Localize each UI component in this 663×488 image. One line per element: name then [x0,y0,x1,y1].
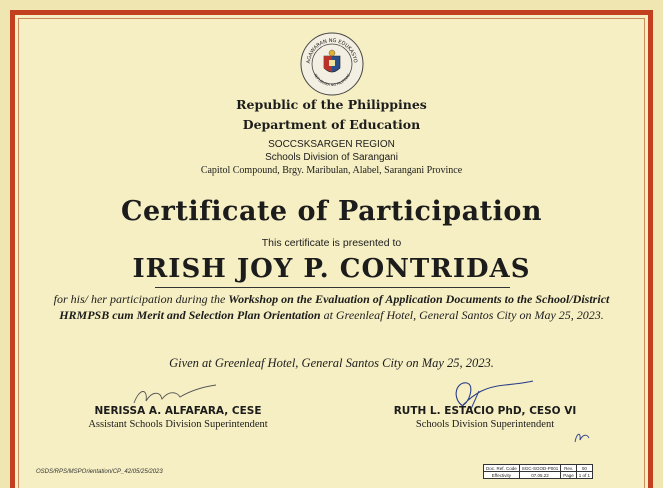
department-heading: Department of Education [242,117,421,132]
signatory-left [48,405,308,430]
recipient-underline [155,287,510,288]
initials-mark [573,428,591,444]
page-value: 1 of 1 [576,472,592,479]
document-control-table [483,464,593,479]
recipient-name: IRISH JOY P. CONTRIDAS [132,254,531,284]
rev-label: Rev. [561,465,577,472]
address-text: Capitol Compound, Brgy. Maribulan, Alabel, Sarangani Province [200,165,463,176]
deped-seal-logo [300,32,364,96]
division-text: Schools Division of Sarangani [265,152,398,163]
effectivity-value: 07.05.22 [519,472,561,479]
doc-ref-label: Doc. Ref. Code [484,465,520,472]
signatory-right-name: RUTH L. ESTACIO PhD, CESO VI [393,405,577,417]
given-at-text: Given at Greenleaf Hotel, General Santos City on May 25, 2023. [169,356,494,370]
signatory-right [355,405,615,430]
rev-value: 00 [576,465,592,472]
participation-statement [30,291,633,323]
effectivity-label: Effectivity [484,472,520,479]
signatory-left-name: NERISSA A. ALFAFARA, CESE [94,405,262,417]
event-title: Workshop on the Evaluation of Application Documents to the School/District HRMPSB cum Merit and Selection Plan Orientation [59,292,610,322]
certificate-title: Certificate of Participation [121,196,542,227]
republic-heading: Republic of the Philippines [236,97,427,112]
signatory-left-title: Assistant Schools Division Superintendent [88,419,268,430]
region-text: SOCCSKSARGEN REGION [268,139,395,150]
page-label: Page [561,472,577,479]
body-intro: for his/ her participation during the [53,292,229,306]
svg-text:KAGAWARAN NG EDUKASYON: AGAWARAN NG EDUKASYO [305,37,359,64]
signatory-right-title: Schools Division Superintendent [415,419,555,430]
body-venue: at Greenleaf Hotel, General Santos City on May 25, 2023. [320,308,604,322]
doc-ref-value: SGC-SGOD-P001 [519,465,561,472]
reference-code: OSDS/RPS/MSPOrientation/CP_42/05/25/2023 [36,469,163,475]
presented-to-text: This certificate is presented to [261,237,402,249]
svg-text:REPUBLIKA NG PILIPINAS: REPUBLIKA NG PILIPINAS [313,73,351,88]
